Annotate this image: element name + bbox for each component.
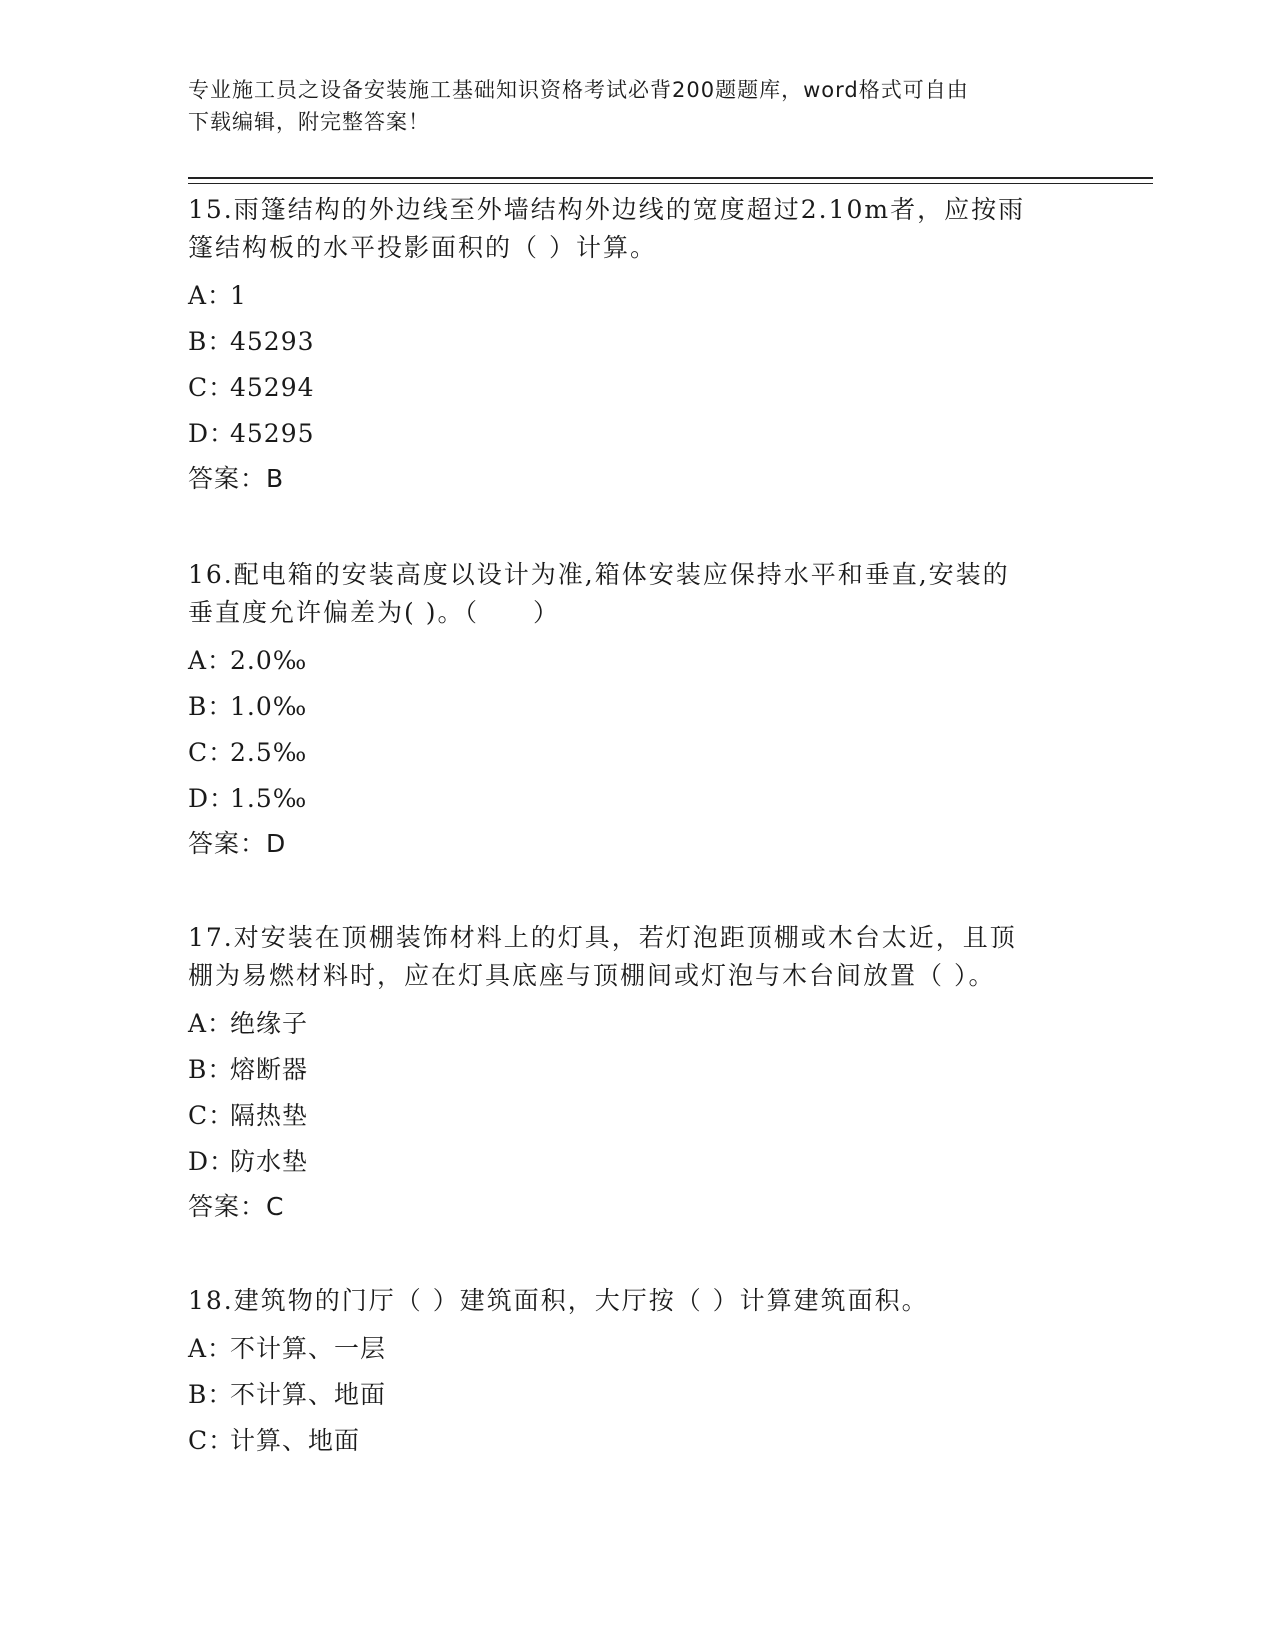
option-b: B：45293 <box>188 327 315 356</box>
option-b: B：熔断器 <box>188 1055 309 1084</box>
question-stem-line: 18.建筑物的门厅（ ）建筑面积，大厅按（ ）计算建筑面积。 <box>188 1286 929 1315</box>
option-a: A：1 <box>188 281 247 310</box>
question-stem-line: 16.配电箱的安装高度以设计为准,箱体安装应保持水平和垂直,安装的 <box>188 560 1010 589</box>
question-stem-line: 篷结构板的水平投影面积的（ ）计算。 <box>188 233 657 262</box>
header-divider-thin <box>188 183 1153 184</box>
answer-label: 答案：B <box>188 464 285 493</box>
answer-label: 答案：D <box>188 829 287 858</box>
option-d: D：防水垫 <box>188 1147 309 1176</box>
option-d: D：45295 <box>188 419 315 448</box>
header-line-2: 下载编辑，附完整答案！ <box>188 110 430 134</box>
question-16 <box>188 556 1088 866</box>
question-15 <box>188 191 1088 501</box>
option-c: C：45294 <box>188 373 315 402</box>
option-a: A：不计算、一层 <box>188 1334 387 1363</box>
question-stem-line: 15.雨篷结构的外边线至外墙结构外边线的宽度超过2.10m者，应按雨 <box>188 195 1026 224</box>
option-b: B：不计算、地面 <box>188 1380 387 1409</box>
option-c: C：2.5‰ <box>188 738 308 767</box>
option-a: A：绝缘子 <box>188 1009 309 1038</box>
document-header <box>188 74 1068 138</box>
question-stem-line: 垂直度允许偏差为( )。（ ） <box>188 598 560 627</box>
question-stem-line: 17.对安装在顶棚装饰材料上的灯具，若灯泡距顶棚或木台太近，且顶 <box>188 923 1017 952</box>
option-c: C：计算、地面 <box>188 1426 361 1455</box>
answer-label: 答案：C <box>188 1192 285 1221</box>
question-stem-line: 棚为易燃材料时，应在灯具底座与顶棚间或灯泡与木台间放置（ ）。 <box>188 961 996 990</box>
option-d: D：1.5‰ <box>188 784 308 813</box>
question-17 <box>188 919 1088 1229</box>
option-b: B：1.0‰ <box>188 692 308 721</box>
option-c: C：隔热垫 <box>188 1101 309 1130</box>
option-a: A：2.0‰ <box>188 646 308 675</box>
header-divider-thick <box>188 177 1153 179</box>
header-line-1: 专业施工员之设备安装施工基础知识资格考试必背200题题库，word格式可自由 <box>188 78 969 102</box>
question-18 <box>188 1282 1088 1464</box>
